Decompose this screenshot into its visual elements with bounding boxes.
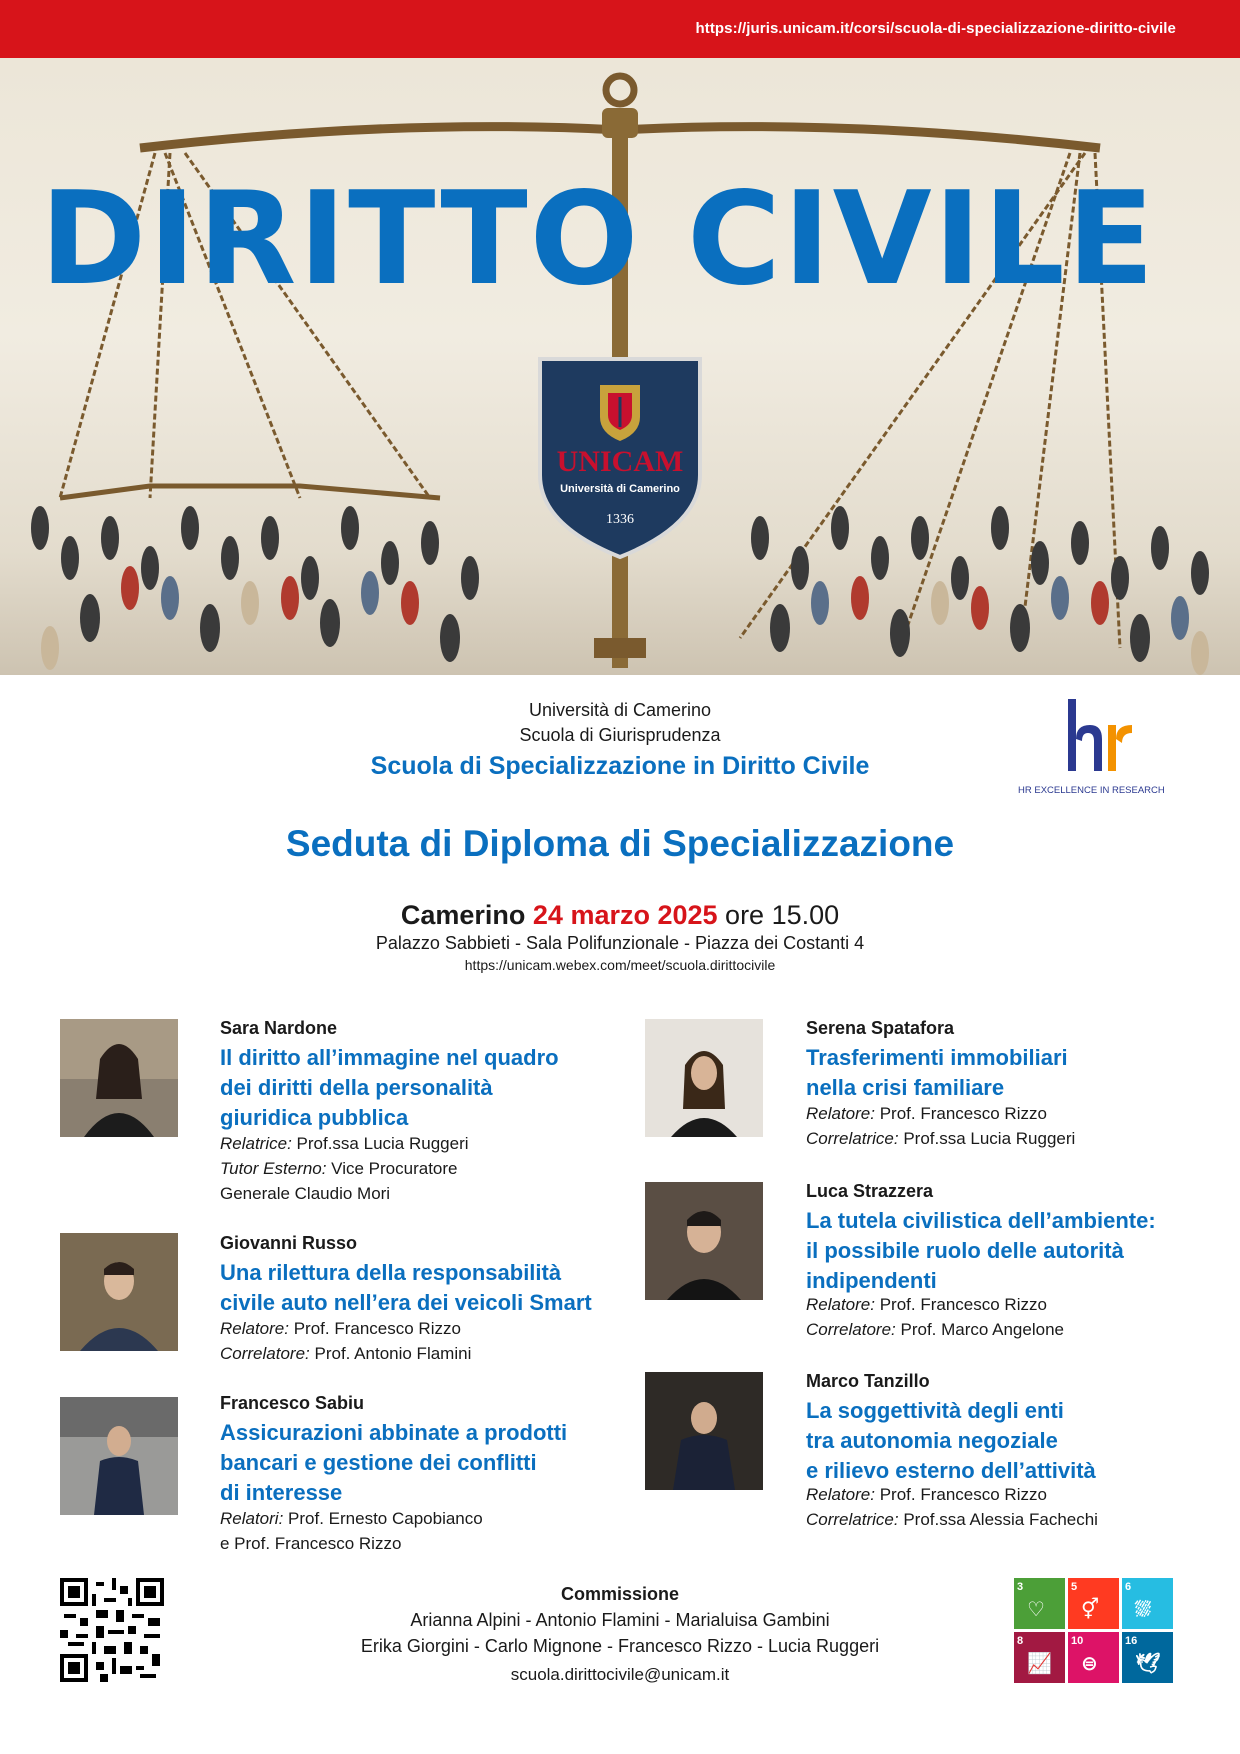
role-value: Prof. Francesco Rizzo [288, 1319, 461, 1338]
sdg-tile [1122, 1632, 1173, 1683]
event-title: Seduta di Diploma di Specializzazione [285, 823, 955, 864]
candidate-photo [60, 1397, 178, 1515]
unicam-crest-logo [536, 355, 704, 561]
crest-unicam-text: UNICAM [556, 445, 684, 478]
thesis-line: Trasferimenti immobiliari [806, 1045, 1068, 1070]
thesis-line: bancari e gestione dei conflitti [220, 1450, 537, 1475]
hr-excellence-logo [1004, 695, 1174, 801]
contact-email[interactable]: scuola.dirittocivile@unicam.it [510, 1665, 730, 1684]
person-photo-icon [60, 1397, 178, 1515]
sdg-tile [1122, 1578, 1173, 1629]
candidate-name: Giovanni Russo [220, 1233, 358, 1253]
thesis-title [220, 1043, 559, 1133]
role-line [806, 1507, 1098, 1532]
sdg-goals [1014, 1578, 1174, 1684]
role-value: Prof.ssa Lucia Ruggeri [291, 1134, 469, 1153]
thesis-line: tra autonomia negoziale [806, 1428, 1058, 1453]
person-photo-icon [645, 1019, 763, 1137]
person-photo-icon [645, 1372, 763, 1490]
role-line [806, 1126, 1075, 1151]
role-line [220, 1341, 471, 1366]
role-label: Relatore: [806, 1485, 875, 1504]
role-label: Correlatrice: [806, 1129, 899, 1148]
sdg-number: 6 [1125, 1581, 1132, 1593]
person-photo-icon [60, 1233, 178, 1351]
role-value: Prof. Francesco Rizzo [874, 1104, 1047, 1123]
supervisors [806, 1101, 1075, 1151]
event-time: ore 15.00 [725, 900, 840, 930]
sdg-number: 16 [1125, 1635, 1138, 1647]
dove-icon: 🕊 [1135, 1653, 1161, 1675]
sdg-number: 5 [1071, 1581, 1078, 1593]
equality-icon: ⊜ [1081, 1653, 1098, 1675]
gender-icon: ⚥ [1081, 1599, 1100, 1621]
candidate-name: Luca Strazzera [806, 1181, 934, 1201]
sdg-tile [1068, 1578, 1119, 1629]
role-line [220, 1156, 469, 1181]
event-place: Palazzo Sabbieti - Sala Polifunzionale - Piazza dei Costanti 4 [375, 933, 865, 953]
health-icon: ♡ [1027, 1599, 1045, 1621]
thesis-line: il possibile ruolo delle autorità [806, 1238, 1124, 1263]
sdg-number: 8 [1017, 1635, 1024, 1647]
thesis-line: dei diritti della personalità [220, 1075, 493, 1100]
thesis-title [806, 1043, 1068, 1103]
supervisors [806, 1482, 1098, 1532]
sdg-tile [1014, 1632, 1065, 1683]
role-label: Correlatore: [806, 1320, 896, 1339]
specialization-name: Scuola di Specializzazione in Diritto Civile [370, 752, 870, 780]
event-date: 24 marzo 2025 [532, 900, 718, 930]
person-photo-icon [645, 1182, 763, 1300]
role-value: Prof. Marco Angelone [895, 1320, 1064, 1339]
role-label: Tutor Esterno: [220, 1159, 327, 1178]
role-line [806, 1482, 1098, 1507]
role-line [806, 1317, 1064, 1342]
thesis-line: Il diritto all’immagine nel quadro [220, 1045, 559, 1070]
supervisors [220, 1131, 469, 1206]
supervisors [220, 1316, 471, 1366]
commission-members-line: Erika Giorgini - Carlo Mignone - Francesco Rizzo - Lucia Ruggeri [360, 1636, 880, 1656]
thesis-title [220, 1258, 592, 1318]
role-line [220, 1131, 469, 1156]
role-value: Generale Claudio Mori [220, 1184, 391, 1203]
webex-link[interactable]: https://unicam.webex.com/meet/scuola.dirittocivile [464, 957, 776, 973]
role-value: Prof. Francesco Rizzo [874, 1295, 1047, 1314]
role-value: Vice Procuratore [326, 1159, 458, 1178]
thesis-line: nella crisi familiare [806, 1075, 1005, 1100]
candidate-photo [645, 1182, 763, 1300]
role-label: Relatori: [220, 1509, 284, 1528]
role-value: Prof. Antonio Flamini [309, 1344, 472, 1363]
hr-logo-caption: HR EXCELLENCE IN RESEARCH [1018, 785, 1165, 796]
hr-logo-icon [1004, 695, 1174, 785]
growth-chart-icon: 📈 [1027, 1653, 1052, 1675]
role-label: Correlatore: [220, 1344, 310, 1363]
crest-subtitle: Università di Camerino [560, 483, 680, 495]
candidate-name: Sara Nardone [220, 1018, 338, 1038]
supervisors [220, 1506, 483, 1556]
top-bar [0, 0, 1240, 58]
thesis-line: giuridica pubblica [220, 1105, 409, 1130]
role-line [220, 1316, 471, 1341]
thesis-line: indipendenti [806, 1268, 937, 1293]
candidate-photo [60, 1019, 178, 1137]
candidate-name: Marco Tanzillo [806, 1371, 930, 1391]
thesis-line: e rilievo esterno dell’attività [806, 1458, 1096, 1483]
thesis-line: La tutela civilistica dell’ambiente: [806, 1208, 1156, 1233]
role-label: Relatrice: [220, 1134, 292, 1153]
thesis-line: Una rilettura della responsabilità [220, 1260, 562, 1285]
supervisors [806, 1292, 1064, 1342]
candidate-photo [645, 1019, 763, 1137]
person-photo-icon [60, 1019, 178, 1137]
thesis-line: Assicurazioni abbinate a prodotti [220, 1420, 568, 1445]
role-label: Relatore: [220, 1319, 289, 1338]
sdg-number: 3 [1017, 1581, 1024, 1593]
course-url-link[interactable]: https://juris.unicam.it/corsi/scuola-di-specializzazione-diritto-civile [695, 20, 1176, 37]
role-line [220, 1531, 483, 1556]
thesis-line: civile auto nell’era dei veicoli Smart [220, 1290, 592, 1315]
role-label: Relatore: [806, 1295, 875, 1314]
role-line [220, 1506, 483, 1531]
candidate-name: Serena Spatafora [806, 1018, 955, 1038]
water-icon: ⛆ [1135, 1599, 1151, 1621]
sdg-number: 10 [1071, 1635, 1084, 1647]
sdg-tile [1014, 1578, 1065, 1629]
event-city: Camerino [400, 900, 526, 930]
role-value: Prof.ssa Alessia Fachechi [898, 1510, 1098, 1529]
role-label: Correlatrice: [806, 1510, 899, 1529]
role-value: Prof. Francesco Rizzo [874, 1485, 1047, 1504]
university-name: Università di Camerino [528, 700, 712, 720]
commission-title: Commissione [560, 1584, 680, 1604]
role-line [806, 1101, 1075, 1126]
hero-title: DIRITTO CIVILE [40, 165, 1157, 314]
thesis-title [220, 1418, 567, 1508]
candidate-photo [645, 1372, 763, 1490]
candidate-name: Francesco Sabiu [220, 1393, 365, 1413]
commission-members-line: Arianna Alpini - Antonio Flamini - Marialuisa Gambini [410, 1610, 830, 1630]
event-when [0, 900, 1240, 931]
role-label: Relatore: [806, 1104, 875, 1123]
role-value: e Prof. Francesco Rizzo [220, 1534, 402, 1553]
thesis-line: di interesse [220, 1480, 343, 1505]
candidate-photo [60, 1233, 178, 1351]
role-line [806, 1292, 1064, 1317]
school-name: Scuola di Giurisprudenza [519, 725, 721, 745]
role-value: Prof.ssa Lucia Ruggeri [898, 1129, 1076, 1148]
sdg-tile [1068, 1632, 1119, 1683]
thesis-line: La soggettività degli enti [806, 1398, 1064, 1423]
role-line [220, 1181, 469, 1206]
crest-year: 1336 [606, 512, 634, 527]
role-value: Prof. Ernesto Capobianco [283, 1509, 483, 1528]
thesis-title [806, 1206, 1156, 1296]
thesis-title [806, 1396, 1096, 1486]
